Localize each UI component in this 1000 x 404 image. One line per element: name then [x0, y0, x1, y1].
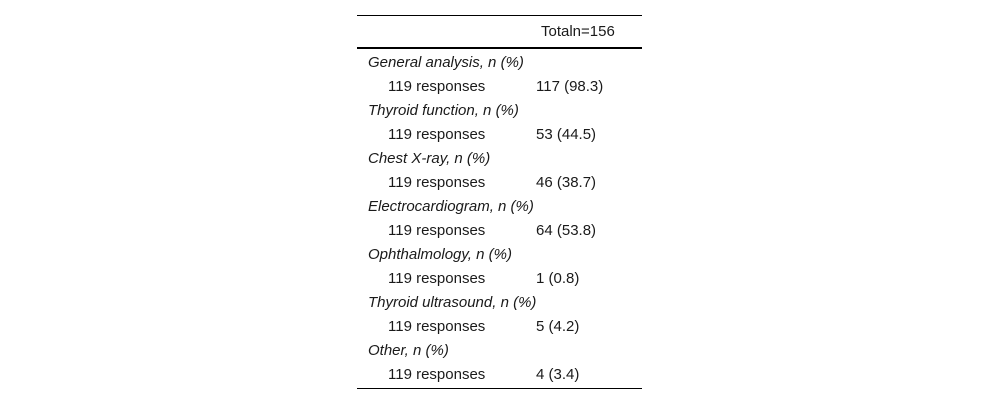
section-label: Ophthalmology, n (%) [368, 246, 512, 263]
row-value: 5 (4.2) [536, 318, 580, 335]
row-value: 46 (38.7) [536, 174, 597, 191]
section-label: Chest X-ray, n (%) [368, 150, 491, 167]
row-label: 119 responses [388, 126, 486, 143]
section-row-thyroid-function [357, 99, 642, 123]
row-value: 4 (3.4) [536, 366, 580, 383]
section-label: Thyroid ultrasound, n (%) [368, 294, 537, 311]
table-header-row [357, 16, 642, 47]
row-value: 1 (0.8) [536, 270, 580, 287]
section-label: Thyroid function, n (%) [368, 102, 519, 119]
row-value: 53 (44.5) [536, 126, 597, 143]
table-row [357, 219, 642, 243]
row-label: 119 responses [388, 174, 486, 191]
data-table [357, 15, 642, 389]
section-row-ophthalmology [357, 243, 642, 267]
table-row [357, 75, 642, 99]
row-label: 119 responses [388, 366, 486, 383]
table-row [357, 363, 642, 387]
table-row [357, 171, 642, 195]
table-row [357, 267, 642, 291]
table-row [357, 123, 642, 147]
table-body [357, 49, 642, 388]
row-label: 119 responses [388, 318, 486, 335]
section-row-other [357, 339, 642, 363]
total-column-header: Totaln=156 [541, 23, 615, 40]
section-row-chest-x-ray [357, 147, 642, 171]
section-label: General analysis, n (%) [368, 54, 524, 71]
row-value: 117 (98.3) [536, 78, 604, 95]
section-row-electrocardiogram [357, 195, 642, 219]
section-label: Electrocardiogram, n (%) [368, 198, 534, 215]
table-row [357, 315, 642, 339]
row-label: 119 responses [388, 270, 486, 287]
section-row-general-analysis [357, 51, 642, 75]
section-row-thyroid-ultrasound [357, 291, 642, 315]
row-label: 119 responses [388, 78, 486, 95]
row-label: 119 responses [388, 222, 486, 239]
table-bottom-rule [357, 388, 642, 389]
section-label: Other, n (%) [368, 342, 449, 359]
row-value: 64 (53.8) [536, 222, 597, 239]
